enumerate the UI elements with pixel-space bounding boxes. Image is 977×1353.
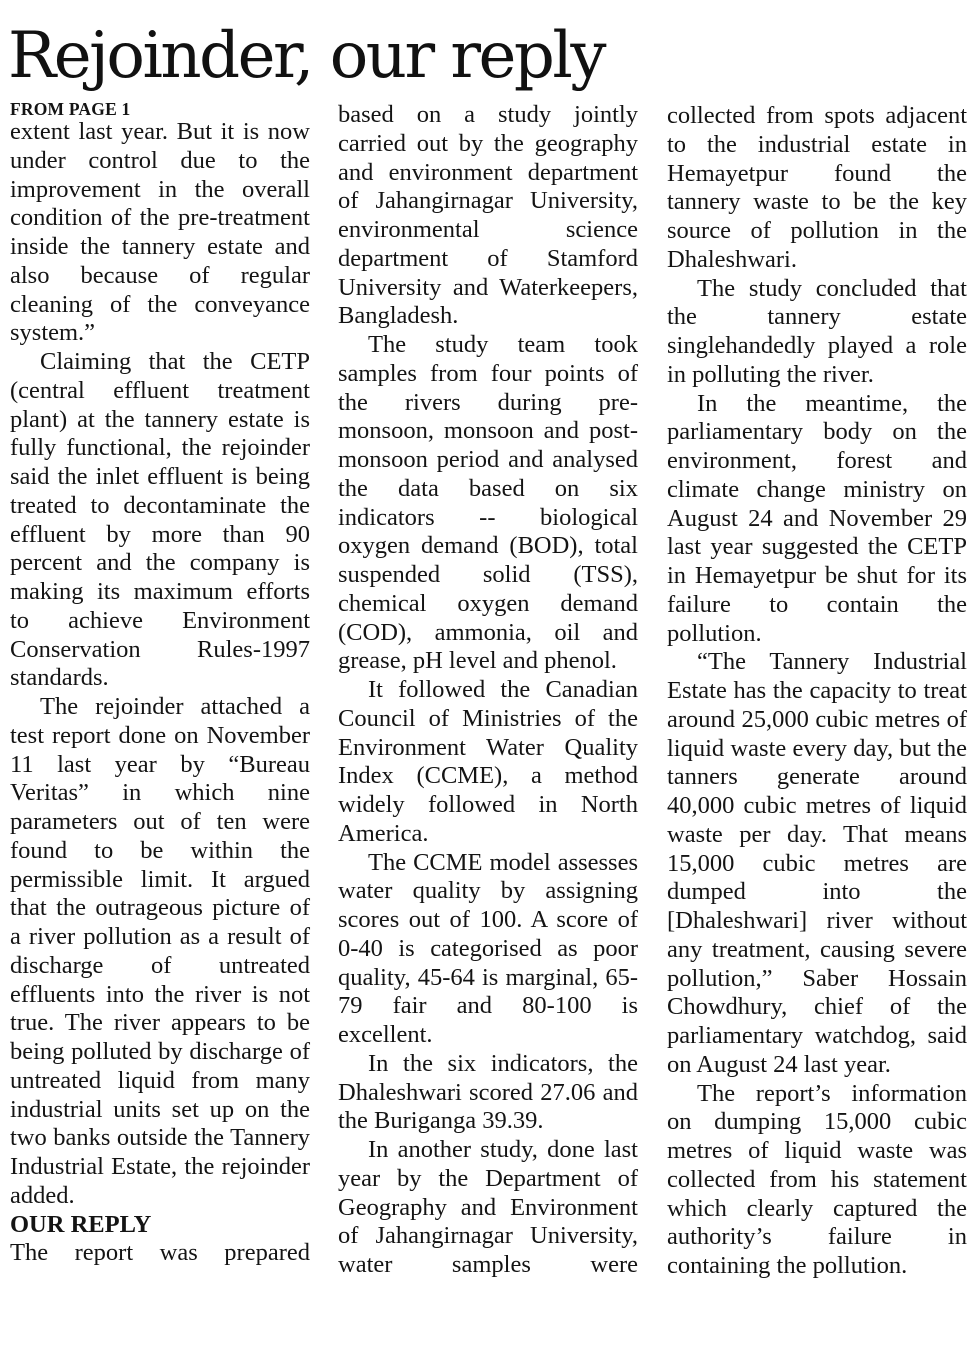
paragraph: based on a study jointly carried out by the geography and environment department of Jahangirnagar University, environmental science department of Stamford University and Waterkeepers, Bangladesh.	[338, 101, 638, 330]
article-column-2	[338, 101, 638, 1280]
paragraph: In another study, done last year by the Department of Geography and Environment of Jahangirnagar University, water samples were	[338, 1136, 638, 1278]
paragraph: Claiming that the CETP (central effluent treatment plant) at the tannery estate is fully functional, the rejoinder said the inlet effluent is being treated to decontaminate the effluent by more than 90 percent and the company is making its maximum efforts to achieve Environment Conservation Rules-1997 standards.	[10, 348, 310, 692]
paragraph: The CCME model assesses water quality by assigning scores out of 100. A score of 0-40 is categorised as poor quality, 45-64 is marginal, 65-79 fair and 80-100 is excellent.	[338, 848, 638, 1048]
paragraph: The rejoinder attached a test report done on November 11 last year by “Bureau Veritas” in which nine parameters out of ten were found to be within the permissible limit. It argued that the outrageous picture of a river pollution as a result of discharge of untreated effluents into the river is not true. The river appears to be being polluted by discharge of untreated liquid from many industrial units set up on the two banks outside the Tannery Industrial Estate, the rejoinder added.	[10, 693, 310, 1209]
paragraph: The study team took samples from four points of the rivers during pre-monsoon, monsoon and post-monsoon period and analysed the data based on six indicators -- biological oxygen demand (BOD), total suspended solid (TSS), chemical oxygen demand (COD), ammonia, oil and grease, pH level and phenol.	[338, 331, 638, 675]
paragraph: In the six indicators, the Dhaleshwari scored 27.06 and the Buriganga 39.39.	[338, 1049, 638, 1135]
paragraph: The report’s information on dumping 15,000 cubic metres of liquid waste was collected from his statement which clearly captured the authority’s failure in containing the pollution.	[667, 1079, 967, 1279]
paragraph: The report was prepared	[10, 1239, 310, 1267]
section-subhead: OUR REPLY	[10, 1210, 152, 1238]
paragraph: collected from spots adjacent to the industrial estate in Hemayetpur found the tannery waste to be the key source of pollution in the Dhaleshwari.	[667, 102, 967, 273]
paragraph: It followed the Canadian Council of Ministries of the Environment Water Quality Index (CCME), a method widely followed in North America.	[338, 676, 638, 847]
paragraph: In the meantime, the parliamentary body on the environment, forest and climate change ministry on August 24 and November 29 last year suggested the CETP in Hemayetpur be shut for its failure to contain the pollution.	[667, 389, 967, 647]
paragraph: “The Tannery Industrial Estate has the capacity to treat around 25,000 cubic metres of liquid waste every day, but the tanners generate around 40,000 cubic metres of liquid waste per day. That means 15,000 cubic metres are dumped into the [Dhaleshwari] river without any treatment, causing severe pollution,” Saber Hossain Chowdhury, chief of the parliamentary watchdog, said on August 24 last year.	[667, 648, 967, 1078]
paragraph: The study concluded that the tannery estate singlehandedly played a role in polluting the river.	[667, 274, 967, 388]
article-column-1	[10, 101, 310, 1268]
paragraph: extent last year. But it is now under control due to the improvement in the overall condition of the pre-treatment inside the tannery estate and also because of regular cleaning of the conveyance system.”	[10, 118, 310, 347]
continuation-kicker: FROM PAGE 1	[10, 99, 131, 119]
article-headline: Rejoinder, our reply	[8, 19, 604, 93]
article-column-3	[667, 102, 967, 1281]
